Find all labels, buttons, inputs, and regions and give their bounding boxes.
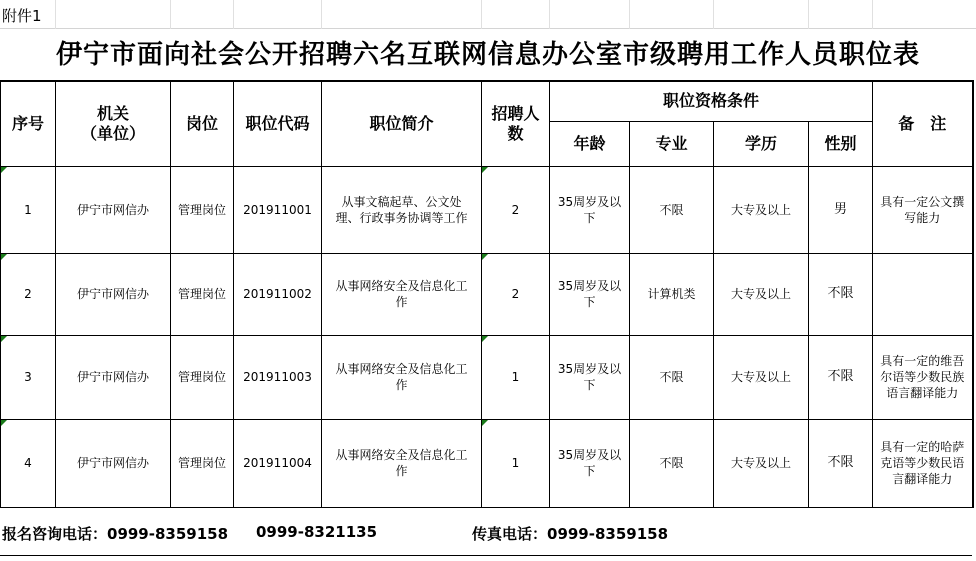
cell-post[interactable] — [171, 419, 234, 507]
cell-text: 2 — [511, 202, 520, 217]
cell-org[interactable] — [56, 335, 171, 419]
table-row — [1, 253, 973, 335]
cell-marker-icon — [1, 254, 7, 260]
cell-post[interactable] — [171, 166, 234, 253]
cell-count[interactable] — [482, 166, 550, 253]
cell-text: 201911001 — [243, 202, 312, 217]
cell-text: 不限 — [659, 456, 684, 470]
cell-count[interactable] — [482, 335, 550, 419]
gridline — [872, 0, 873, 29]
cell-marker-icon — [1, 336, 7, 342]
cell-text: 具有一定的维吾尔语等少数民族语言翻译能力 — [880, 354, 965, 400]
cell-desc[interactable] — [322, 253, 482, 335]
cell-text: 大专及以上 — [730, 456, 791, 470]
header-qualifications: 职位资格条件 — [550, 81, 873, 121]
cell-text: 3 — [24, 370, 32, 384]
cell-org[interactable] — [56, 419, 171, 507]
table-row — [1, 166, 973, 253]
cell-text: 从事文稿起草、公文处理、行政事务协调等工作 — [335, 194, 468, 225]
cell-text: 伊宁市网信办 — [76, 202, 149, 217]
cell-seq[interactable] — [1, 166, 56, 253]
cell-note[interactable] — [873, 166, 973, 253]
cell-text: 大专及以上 — [730, 370, 791, 384]
cell-major[interactable] — [630, 419, 714, 507]
cell-age[interactable] — [550, 253, 630, 335]
consult-phone-2: 0999-8321135 — [256, 523, 378, 541]
cell-text: 男 — [834, 201, 848, 217]
header-edu: 学历 — [714, 121, 809, 166]
cell-marker-icon — [482, 167, 488, 173]
table-row — [1, 419, 973, 507]
cell-major[interactable] — [630, 253, 714, 335]
cell-text: 从事网络安全及信息化工作 — [335, 448, 468, 478]
cell-text: 大专及以上 — [730, 202, 791, 217]
cell-text: 不限 — [827, 286, 854, 301]
cell-text: 35周岁及以下 — [557, 362, 622, 392]
cell-text: 201911003 — [243, 370, 312, 384]
cell-marker-icon — [482, 336, 488, 342]
gridline — [629, 0, 630, 29]
cell-post[interactable] — [171, 253, 234, 335]
contact-footer — [0, 506, 972, 556]
cell-major[interactable] — [630, 335, 714, 419]
header-seq: 序号 — [1, 81, 56, 166]
cell-text: 1 — [24, 202, 32, 217]
header-org-label: 机关 — [96, 103, 129, 123]
cell-age[interactable] — [550, 335, 630, 419]
header-age: 年龄 — [550, 121, 630, 166]
cell-marker-icon — [1, 167, 7, 173]
cell-seq[interactable] — [1, 253, 56, 335]
cell-text: 2 — [511, 287, 520, 301]
gridline — [549, 0, 550, 29]
gridline — [481, 0, 482, 29]
cell-desc[interactable] — [322, 166, 482, 253]
cell-note[interactable] — [873, 253, 973, 335]
gridline — [233, 0, 234, 29]
cell-text: 35周岁及以下 — [557, 279, 622, 309]
cell-age[interactable] — [550, 419, 630, 507]
cell-text: 1 — [511, 370, 520, 384]
cell-text: 管理岗位 — [177, 202, 226, 217]
header-org-sub: （单位） — [80, 123, 145, 143]
cell-marker-icon — [482, 420, 488, 426]
consult-phone: 报名咨询电话：0999-8359158 — [2, 525, 229, 543]
header-major: 专业 — [630, 121, 714, 166]
cell-note[interactable] — [873, 335, 973, 419]
cell-gender[interactable] — [809, 166, 873, 253]
header-org — [56, 81, 171, 166]
cell-post[interactable] — [171, 335, 234, 419]
cell-org[interactable] — [56, 166, 171, 253]
table-row — [1, 335, 973, 419]
cell-marker-icon — [482, 254, 488, 260]
gridline — [808, 0, 809, 29]
cell-desc[interactable] — [322, 419, 482, 507]
cell-text: 从事网络安全及信息化工作 — [335, 279, 468, 309]
header-code: 职位代码 — [234, 81, 322, 166]
header-desc: 职位简介 — [322, 81, 482, 166]
cell-edu[interactable] — [714, 253, 809, 335]
cell-text: 2 — [24, 287, 32, 301]
cell-code[interactable] — [234, 166, 322, 253]
cell-code[interactable] — [234, 419, 322, 507]
cell-text: 不限 — [827, 455, 854, 470]
cell-text: 不限 — [659, 370, 684, 384]
cell-text: 计算机类 — [647, 287, 696, 301]
page-title: 伊宁市面向社会公开招聘六名互联网信息办公室市级聘用工作人员职位表 — [55, 40, 920, 70]
cell-text: 大专及以上 — [730, 287, 791, 301]
cell-text: 从事网络安全及信息化工作 — [335, 362, 468, 392]
header-count: 招聘人数 — [482, 81, 550, 166]
cell-note[interactable] — [873, 419, 973, 507]
attachment-label: 附件1 — [2, 7, 42, 25]
cell-marker-icon — [1, 420, 7, 426]
cell-text: 具有一定的哈萨克语等少数民语言翻译能力 — [880, 440, 965, 486]
cell-text: 201911004 — [243, 456, 312, 470]
cell-text: 1 — [511, 456, 520, 470]
cell-major[interactable] — [630, 166, 714, 253]
cell-count[interactable] — [482, 253, 550, 335]
cell-text: 4 — [24, 456, 32, 470]
cell-text: 201911002 — [243, 287, 312, 301]
cell-org[interactable] — [56, 253, 171, 335]
gridline — [55, 0, 56, 29]
cell-text: 不限 — [827, 369, 854, 384]
cell-gender[interactable] — [809, 253, 873, 335]
cell-count[interactable] — [482, 419, 550, 507]
cell-text: 管理岗位 — [177, 456, 226, 470]
cell-text: 伊宁市网信办 — [76, 456, 149, 470]
sheet-top-row — [0, 0, 976, 29]
cell-gender[interactable] — [809, 419, 873, 507]
cell-gender[interactable] — [809, 335, 873, 419]
cell-text: 35周岁及以下 — [557, 448, 622, 478]
cell-age[interactable] — [550, 166, 630, 253]
gridline — [713, 0, 714, 29]
gridline — [321, 0, 322, 29]
cell-text: 具有一定公文撰写能力 — [880, 194, 965, 225]
cell-text: 伊宁市网信办 — [76, 370, 149, 384]
positions-table — [0, 80, 974, 508]
cell-text: 伊宁市网信办 — [76, 287, 149, 301]
cell-edu[interactable] — [714, 166, 809, 253]
fax-phone: 传真电话：0999-8359158 — [472, 525, 669, 543]
cell-text: 管理岗位 — [177, 370, 226, 384]
cell-seq[interactable] — [1, 419, 56, 507]
header-gender: 性别 — [809, 121, 873, 166]
cell-code[interactable] — [234, 335, 322, 419]
cell-seq[interactable] — [1, 335, 56, 419]
cell-text: 管理岗位 — [177, 287, 226, 301]
cell-code[interactable] — [234, 253, 322, 335]
cell-edu[interactable] — [714, 419, 809, 507]
cell-text: 35周岁及以下 — [557, 194, 622, 225]
gridline — [170, 0, 171, 29]
header-note: 备 注 — [873, 81, 973, 166]
cell-desc[interactable] — [322, 335, 482, 419]
cell-edu[interactable] — [714, 335, 809, 419]
cell-text: 不限 — [659, 202, 684, 217]
header-post: 岗位 — [171, 81, 234, 166]
